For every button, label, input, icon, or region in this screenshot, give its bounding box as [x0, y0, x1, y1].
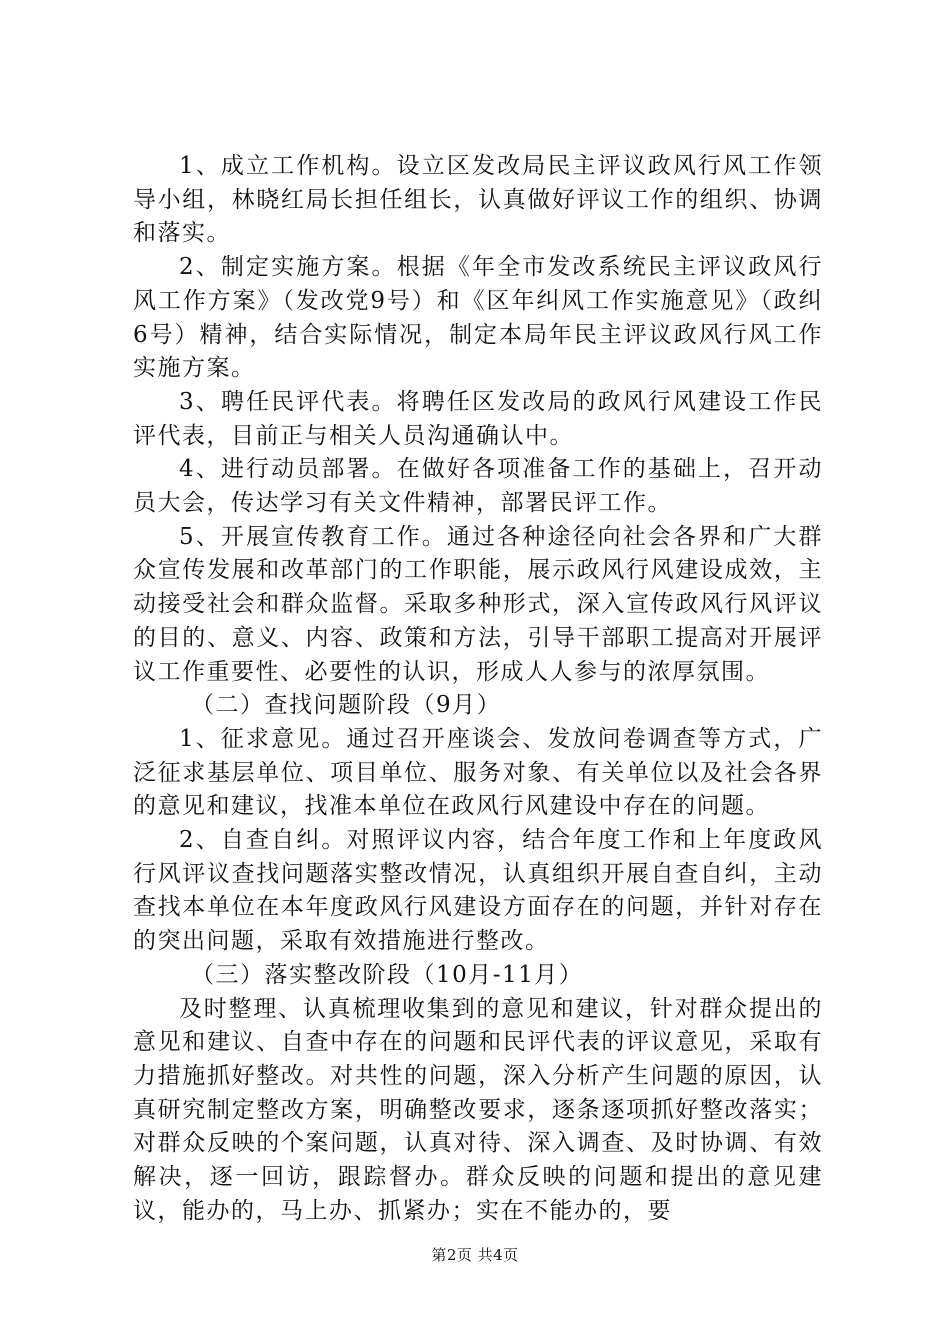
document-body — [133, 150, 823, 1229]
paragraph-mobilization: 4、进行动员部署。在做好各项准备工作的基础上，召开动员大会，传达学习有关文件精神，部署民评工作。 — [133, 456, 823, 517]
paragraph-appoint-representatives: 3、聘任民评代表。将聘任区发改局的政风行风建设工作民评代表，目前正与相关人员沟通确认中。 — [133, 388, 823, 449]
section-heading-find-problems: （二）查找问题阶段（9月） — [191, 692, 502, 719]
paragraph-establish-organization: 1、成立工作机构。设立区发改局民主评议政风行风工作领导小组，林晓红局长担任组长，认真做好评议工作的组织、协调和落实。 — [133, 153, 823, 247]
paragraph-rectification: 及时整理、认真梳理收集到的意见和建议，针对群众提出的意见和建议、自查中存在的问题和民评代表的评议意见，采取有力措施抓好整改。对共性的问题，深入分析产生问题的原因，认真研究制定整改方案，明确整改要求，逐条逐项抓好整改落实；对群众反映的个案问题，认真对待、深入调查、及时协调、有效解决，逐一回访，跟踪督办。群众反映的问题和提出的意见建议，能办的，马上办、抓紧办；实在不能办的，要 — [133, 995, 823, 1224]
paragraph-publicity-education: 5、开展宣传教育工作。通过各种途径向社会各界和广大群众宣传发展和改革部门的工作职能，展示政风行风建设成效，主动接受社会和群众监督。采取多种形式，深入宣传政风行风评议的目的、意义、内容、政策和方法，引导干部职工提高对开展评议工作重要性、必要性的认识，形成人人参与的浓厚氛围。 — [133, 523, 823, 685]
section-heading-rectification: （三）落实整改阶段（10月-11月） — [191, 961, 584, 988]
paragraph-implementation-plan: 2、制定实施方案。根据《年全市发改系统民主评议政风行风工作方案》（发改党9号）和《区年纠风工作实施意见》（政纠6号）精神，结合实际情况，制定本局年民主评议政风行风工作实施方案。 — [133, 254, 823, 382]
paragraph-solicit-opinions: 1、征求意见。通过召开座谈会、发放问卷调查等方式，广泛征求基层单位、项目单位、服务对象、有关单位以及社会各界的意见和建议，找准本单位在政风行风建设中存在的问题。 — [133, 725, 823, 820]
page-number-footer: 第2页 共4页 — [431, 1246, 519, 1264]
paragraph-self-inspection: 2、自查自纠。对照评议内容，结合年度工作和上年度政风行风评议查找问题落实整改情况，认真组织开展自查自纠，主动查找本单位在本年度政风行风建设方面存在的问题，并针对存在的突出问题，采取有效措施进行整改。 — [133, 827, 823, 955]
